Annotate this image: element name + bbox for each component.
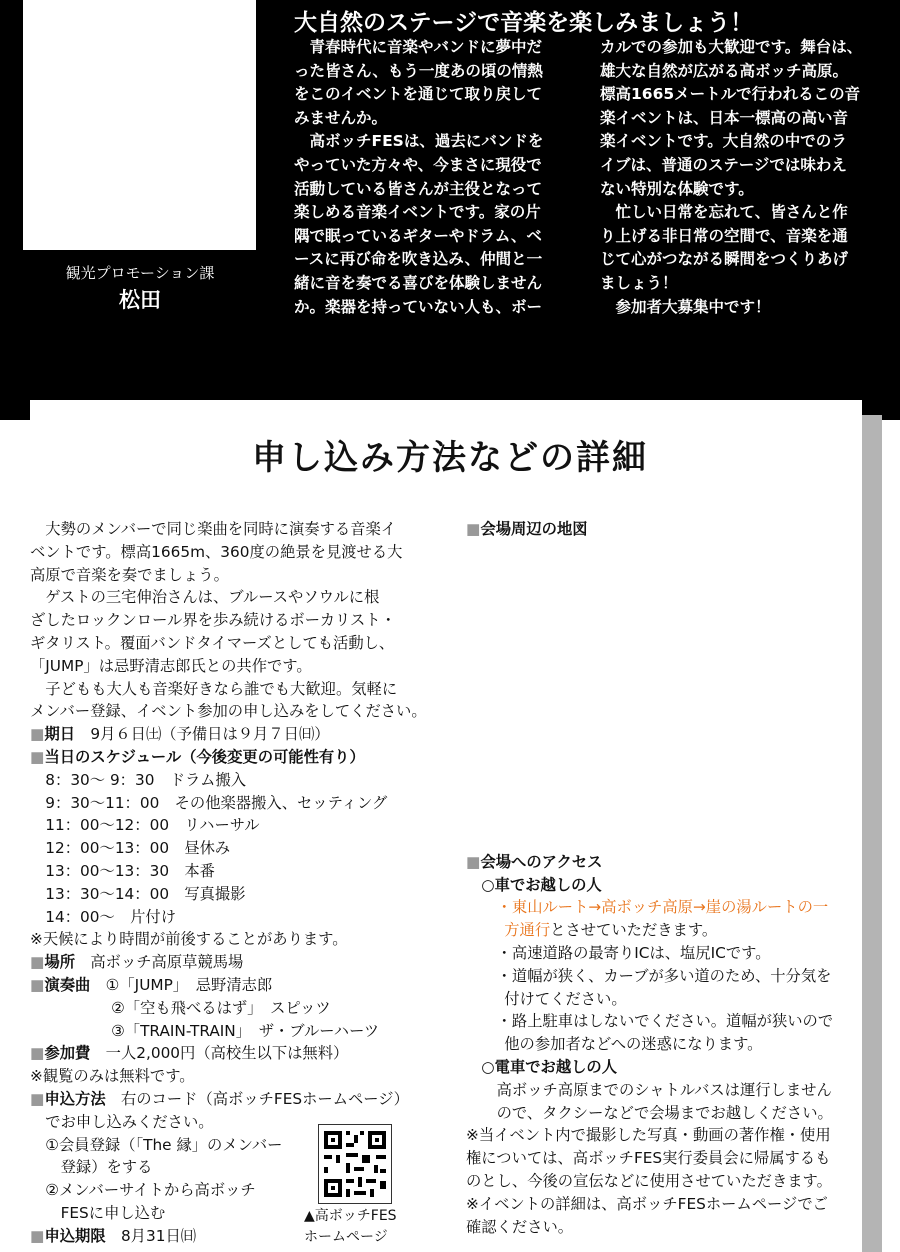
fee-label: 参加費 <box>44 1044 91 1063</box>
body-line: 子どもも大人も音楽好きなら誰でも大歓迎。気軽に <box>30 679 398 698</box>
car-item: ・路上駐車はしないでください。道幅が狭いので <box>496 1012 834 1031</box>
intro-line: ましょう！ <box>600 273 678 292</box>
details-title: 申し込み方法などの詳細 <box>252 438 648 478</box>
department-label: 観光プロモーション課 <box>65 264 215 282</box>
apply-step: FESに申し込む <box>45 1203 166 1222</box>
schedule-item: 13：30～14：00 写真撮影 <box>45 884 246 903</box>
note-line: ※イベントの詳細は、高ボッチFESホームページでご <box>466 1194 828 1213</box>
note-line: 確認ください。 <box>466 1217 574 1236</box>
body-line: ギタリスト。覆面バンドタイマーズとしても活動し、 <box>30 633 395 652</box>
body-line: ベントです。標高1665m、360度の絶景を見渡せる大 <box>30 542 403 561</box>
apply-row <box>30 1088 460 1111</box>
car-item: ・道幅が狭く、カーブが多い道のため、十分気を <box>496 966 832 985</box>
map-area <box>466 541 886 851</box>
intro-line: をこのイベントを通じて取り戻して <box>294 85 543 104</box>
songs-row <box>30 974 460 997</box>
square-bullet: ■ <box>30 1226 45 1245</box>
car-item: ・高速道路の最寄りICは、塩尻ICです。 <box>496 943 771 962</box>
car-label: ○車でお越しの人 <box>481 875 602 894</box>
intro-line: か。楽器を持っていない人も、ボー <box>294 297 543 316</box>
train-label: ○電車でお越しの人 <box>481 1057 618 1076</box>
access-label: 会場へのアクセス <box>480 852 603 871</box>
schedule-item: 13：00～13：30 本番 <box>45 861 215 880</box>
intro-panel <box>0 0 900 420</box>
body-line: 大勢のメンバーで同じ楽曲を同時に演奏する音楽イ <box>30 520 397 538</box>
fee-note: ※観覧のみは無料です。 <box>30 1067 195 1086</box>
body-line: ざしたロックンロール界を歩み続けるボーカリスト・ <box>30 611 396 630</box>
qr-caption-line: ▲高ボッチFES <box>304 1208 397 1224</box>
apply-step: ②メンバーサイトから高ボッチ <box>45 1181 256 1200</box>
intro-line: みませんか。 <box>294 108 388 127</box>
schedule-item: 12：00～13：00 昼休み <box>45 839 231 858</box>
fee-value: 一人2,000円（高校生以下は無料） <box>90 1044 349 1063</box>
apply-value: 右のコード（高ボッチFESホームページ） <box>105 1089 409 1108</box>
intro-line: ースに再び命を吹き込み、仲間と一 <box>294 250 543 269</box>
apply-label: 申込方法 <box>44 1089 106 1108</box>
one-way-rest: とさせていただきます。 <box>550 921 718 940</box>
intro-line: 隅で眠っているギターやドラム、ベ <box>294 226 542 245</box>
square-bullet: ■ <box>30 725 45 744</box>
details-left-column <box>30 518 460 1248</box>
apply-line2: でお申し込みください。 <box>45 1112 214 1131</box>
square-bullet: ■ <box>30 747 45 766</box>
schedule-item: 9：30～11：00 その他楽器搬入、セッティング <box>45 793 388 812</box>
intro-line: 高ボッチFESは、過去にバンドを <box>294 132 544 151</box>
venue-label: 場所 <box>44 953 76 972</box>
songs-label: 演奏曲 <box>44 975 91 994</box>
intro-line: 青春時代に音楽やバンドに夢中だ <box>294 38 543 56</box>
schedule-item: 14：00～ 片付け <box>45 907 177 926</box>
intro-line: 緒に音を奏でる喜びを体験しません <box>294 273 543 292</box>
qr-code-icon <box>319 1125 391 1203</box>
intro-line: 標高1665メートルで行われるこの音 <box>600 85 861 104</box>
body-line: 「JUMP」は忌野清志郎氏との共作です。 <box>30 656 312 675</box>
map-label: 会場周辺の地図 <box>480 520 588 538</box>
intro-headline: 大自然のステージで音楽を楽しみましょう！ <box>294 10 754 36</box>
one-way-route: ・東山ルート→高ボッチ高原→崖の湯ルートの一 <box>496 898 829 917</box>
square-bullet: ■ <box>30 1089 45 1108</box>
car-item: 付けてください。 <box>504 989 627 1008</box>
body-line: ゲストの三宅伸治さんは、ブルースやソウルに根 <box>30 588 380 607</box>
body-line: メンバー登録、イベント参加の申し込みをしてください。 <box>30 702 427 721</box>
schedule-note: ※天候により時間が前後することがあります。 <box>30 930 348 949</box>
note-line: のとし、今後の宣伝などに使用させていただきます。 <box>466 1171 832 1190</box>
intro-line: り上げる非日常の空間で、音楽を通 <box>600 226 848 245</box>
intro-line: 楽しめる音楽イベントです。家の片 <box>294 203 541 222</box>
intro-line: 楽イベントは、日本一標高の高い音 <box>600 108 849 127</box>
square-bullet: ■ <box>466 520 481 538</box>
date-row <box>30 723 460 746</box>
intro-line: ない特別な体験です。 <box>600 179 754 198</box>
date-value: 9月６日㈯（予備日は９月７日㈰） <box>75 725 330 744</box>
intro-line: 活動している皆さんが主役となって <box>294 179 543 198</box>
fee-row <box>30 1042 460 1065</box>
song-item: ③「TRAIN-TRAIN」 ザ・ブルーハーツ <box>111 1021 380 1040</box>
qr-caption <box>304 1206 397 1248</box>
intro-line: やっていた方々や、今まさに現役で <box>294 155 542 174</box>
details-right-column <box>466 518 886 1238</box>
venue-value: 高ボッチ高原草競馬場 <box>75 953 244 972</box>
intro-line: 忙しい日常を忘れて、皆さんと作 <box>600 203 848 222</box>
access-heading <box>466 851 886 874</box>
car-item <box>466 896 886 919</box>
square-bullet: ■ <box>30 953 45 972</box>
intro-column-1 <box>294 36 569 319</box>
note-line: ※当イベント内で撮影した写真・動画の著作権・使用 <box>466 1126 831 1145</box>
schedule-item: 11：00～12：00 リハーサル <box>45 816 260 835</box>
intro-column-2 <box>600 36 875 319</box>
square-bullet: ■ <box>466 852 481 871</box>
qr-caption-line: ホームページ <box>304 1229 388 1245</box>
note-line: 権については、高ボッチFES実行委員会に帰属するも <box>466 1149 831 1168</box>
schedule-heading <box>30 746 460 769</box>
intro-line: イブは、普通のステージでは味わえ <box>600 155 847 174</box>
intro-line: 参加者大募集中です！ <box>600 297 771 316</box>
intro-line: 雄大な自然が広がる高ボッチ高原。 <box>600 61 849 80</box>
deadline-value: 8月31日㈰ <box>105 1226 197 1245</box>
song-item: ②「空も飛べるはず」 スピッツ <box>111 998 331 1017</box>
train-item: 高ボッチ高原までのシャトルバスは運行しません <box>496 1080 832 1099</box>
apply-step: ①会員登録（「The 縁」のメンバー <box>45 1135 283 1154</box>
song-item: ①「JUMP」 忌野清志郎 <box>105 975 273 994</box>
square-bullet: ■ <box>30 975 45 994</box>
map-heading <box>466 518 886 541</box>
car-item <box>466 919 886 942</box>
intro-line: 楽イベントです。大自然の中でのラ <box>600 132 847 151</box>
intro-line: じて心がつながる瞬間をつくりあげ <box>600 250 849 269</box>
staff-name: 松田 <box>119 288 161 312</box>
staff-photo <box>23 0 256 250</box>
body-line: 高原で音楽を奏でましょう。 <box>30 565 229 584</box>
schedule-label: 当日のスケジュール（今後変更の可能性有り） <box>44 747 365 766</box>
schedule-item: 8：30～ 9：30 ドラム搬入 <box>45 770 247 789</box>
intro-line: カルでの参加も大歓迎です。舞台は、 <box>600 38 863 56</box>
car-item: 他の参加者などへの迷惑になります。 <box>504 1035 763 1054</box>
apply-step: 登録）をする <box>45 1158 153 1177</box>
train-item: ので、タクシーなどで会場までお越しください。 <box>496 1103 833 1122</box>
one-way-label: 方通行 <box>504 921 551 940</box>
qr-code[interactable] <box>318 1124 392 1204</box>
venue-row <box>30 951 460 974</box>
deadline-label: 申込期限 <box>44 1226 106 1245</box>
date-label: 期日 <box>44 725 76 744</box>
square-bullet: ■ <box>30 1044 45 1063</box>
intro-line: った皆さん、もう一度あの頃の情熱 <box>294 61 543 80</box>
